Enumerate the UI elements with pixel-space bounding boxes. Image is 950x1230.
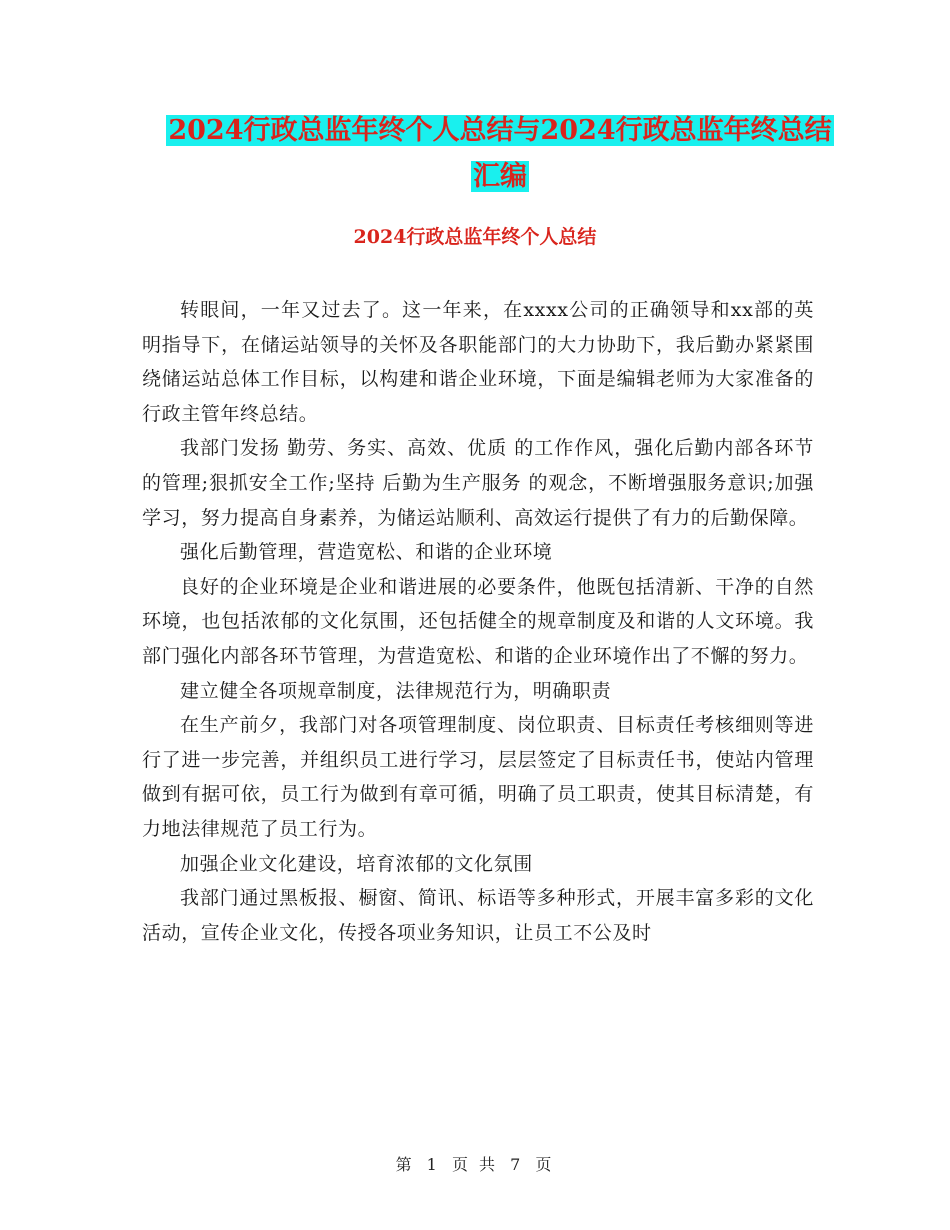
- paragraph: 转眼间，一年又过去了。这一年来，在xxxx公司的正确领导和xx部的英明指导下，在储运站领导的关怀及各职能部门的大力协助下，我后勤办紧紧围绕储运站总体工作目标，以构建和谐企业环境，下面是编辑老师为大家准备的行政主管年终总结。: [142, 299, 814, 425]
- paragraph: 良好的企业环境是企业和谐进展的必要条件，他既包括清新、干净的自然环境，也包括浓郁的文化氛围，还包括健全的规章制度及和谐的人文环境。我部门强化内部各环节管理，为营造宽松、和谐的企业环境作出了不懈的努力。: [142, 575, 814, 667]
- document-title: [140, 108, 860, 200]
- footer-suffix: 页: [535, 1155, 555, 1174]
- document-body: [142, 293, 814, 950]
- section-title: 2024行政总监年终个人总结: [353, 226, 597, 248]
- subheading: 建立健全各项规章制度，法律规范行为，明确职责: [180, 679, 612, 702]
- footer-prefix: 第: [395, 1155, 415, 1174]
- subheading: 强化后勤管理，营造宽松、和谐的企业环境: [180, 541, 553, 564]
- paragraph: 我部门发扬 勤劳、务实、高效、优质 的工作作风，强化后勤内部各环节的管理;狠抓安全工作;坚持 后勤为生产服务 的观念，不断增强服务意识;加强学习，努力提高自身素养，为储运站顺利、高效运行提供了有力的后勤保障。: [142, 437, 814, 529]
- document-title-line-1: 2024行政总监年终个人总结与2024行政总监年终总结: [168, 115, 832, 146]
- page-total: 7: [510, 1155, 524, 1174]
- page-footer: [0, 1152, 950, 1175]
- document-title-line-2: 汇编: [473, 161, 527, 192]
- subheading: 加强企业文化建设，培育浓郁的文化氛围: [180, 852, 533, 875]
- paragraph: 我部门通过黑板报、橱窗、简讯、标语等多种形式，开展丰富多彩的文化活动，宣传企业文化，传授各项业务知识，让员工不公及时: [142, 887, 814, 944]
- footer-middle: 页 共: [451, 1155, 499, 1174]
- page-number: 1: [426, 1155, 440, 1174]
- paragraph: 在生产前夕，我部门对各项管理制度、岗位职责、目标责任考核细则等进行了进一步完善，并组织员工进行学习，层层签定了目标责任书，使站内管理做到有据可依，员工行为做到有章可循，明确了员工职责，使其目标清楚，有力地法律规范了员工行为。: [142, 714, 814, 840]
